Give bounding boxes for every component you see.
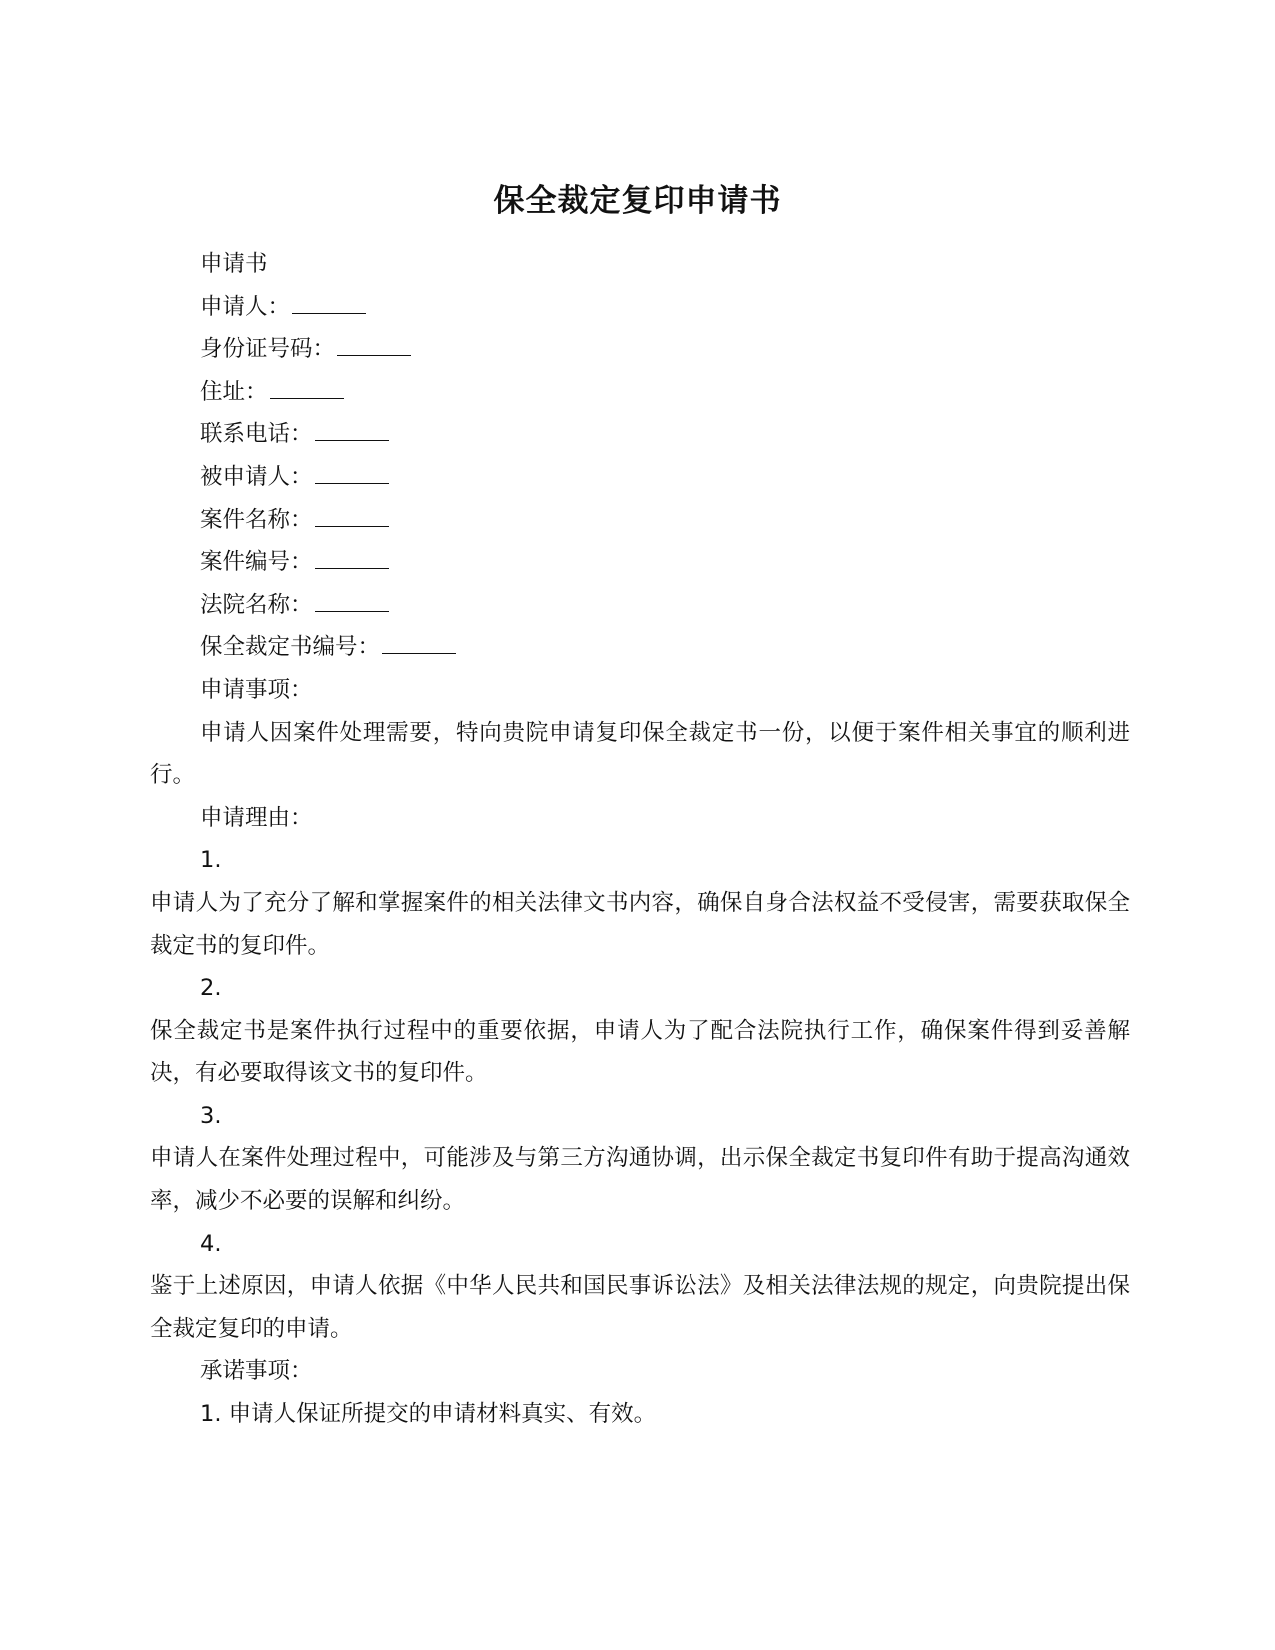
field-phone — [150, 413, 1130, 456]
reason-number: 1. — [200, 847, 222, 874]
promises-heading: 承诺事项： — [200, 1358, 313, 1385]
field-case-number — [150, 541, 1130, 584]
blank-line — [292, 291, 366, 314]
document-title: 保全裁定复印申请书 — [493, 183, 782, 219]
field-address — [150, 371, 1130, 414]
blank-line — [315, 546, 389, 569]
reasons-heading: 申请理由： — [200, 804, 313, 831]
promise-item: 1. 申请人保证所提交的申请材料真实、有效。 — [200, 1401, 657, 1428]
matters-heading: 申请事项： — [200, 676, 313, 703]
reason-paragraph: 申请人为了充分了解和掌握案件的相关法律文书内容，确保自身合法权益不受侵害，需要获取保全裁定书的复印件。 — [150, 889, 1130, 959]
field-applicant — [150, 286, 1130, 329]
field-label: 住址： — [200, 378, 268, 405]
reason-paragraph: 申请人在案件处理过程中，可能涉及与第三方沟通协调，出示保全裁定书复印件有助于提高沟通效率，减少不必要的误解和纠纷。 — [150, 1145, 1130, 1215]
field-label: 案件名称： — [200, 506, 313, 533]
blank-line — [315, 504, 389, 527]
field-label: 案件编号： — [200, 549, 313, 576]
field-label: 保全裁定书编号： — [200, 634, 381, 661]
field-label: 联系电话： — [200, 421, 313, 448]
blank-line — [315, 418, 389, 441]
blank-line — [315, 589, 389, 612]
field-respondent — [150, 456, 1130, 499]
section-heading: 申请书 — [200, 251, 268, 277]
blank-line — [337, 333, 411, 356]
field-ruling-number — [150, 626, 1130, 669]
field-label: 身份证号码： — [200, 336, 336, 363]
field-label: 法院名称： — [200, 591, 313, 618]
blank-line — [382, 631, 456, 654]
reason-number: 3. — [200, 1102, 222, 1129]
reason-number: 2. — [200, 975, 222, 1002]
field-id-number — [150, 328, 1130, 371]
blank-line — [270, 376, 344, 399]
field-case-name — [150, 499, 1130, 542]
reason-paragraph: 保全裁定书是案件执行过程中的重要依据，申请人为了配合法院执行工作，确保案件得到妥善解决，有必要取得该文书的复印件。 — [150, 1017, 1130, 1087]
blank-line — [315, 461, 389, 484]
matters-paragraph: 申请人因案件处理需要，特向贵院申请复印保全裁定书一份，以便于案件相关事宜的顺利进行。 — [150, 719, 1130, 789]
document-body — [150, 243, 1130, 1436]
reason-paragraph: 鉴于上述原因，申请人依据《中华人民共和国民事诉讼法》及相关法律法规的规定，向贵院提出保全裁定复印的申请。 — [150, 1273, 1130, 1342]
field-label: 申请人： — [200, 293, 291, 320]
field-court-name — [150, 584, 1130, 627]
field-label: 被申请人： — [200, 463, 313, 490]
reason-number: 4. — [200, 1230, 222, 1257]
